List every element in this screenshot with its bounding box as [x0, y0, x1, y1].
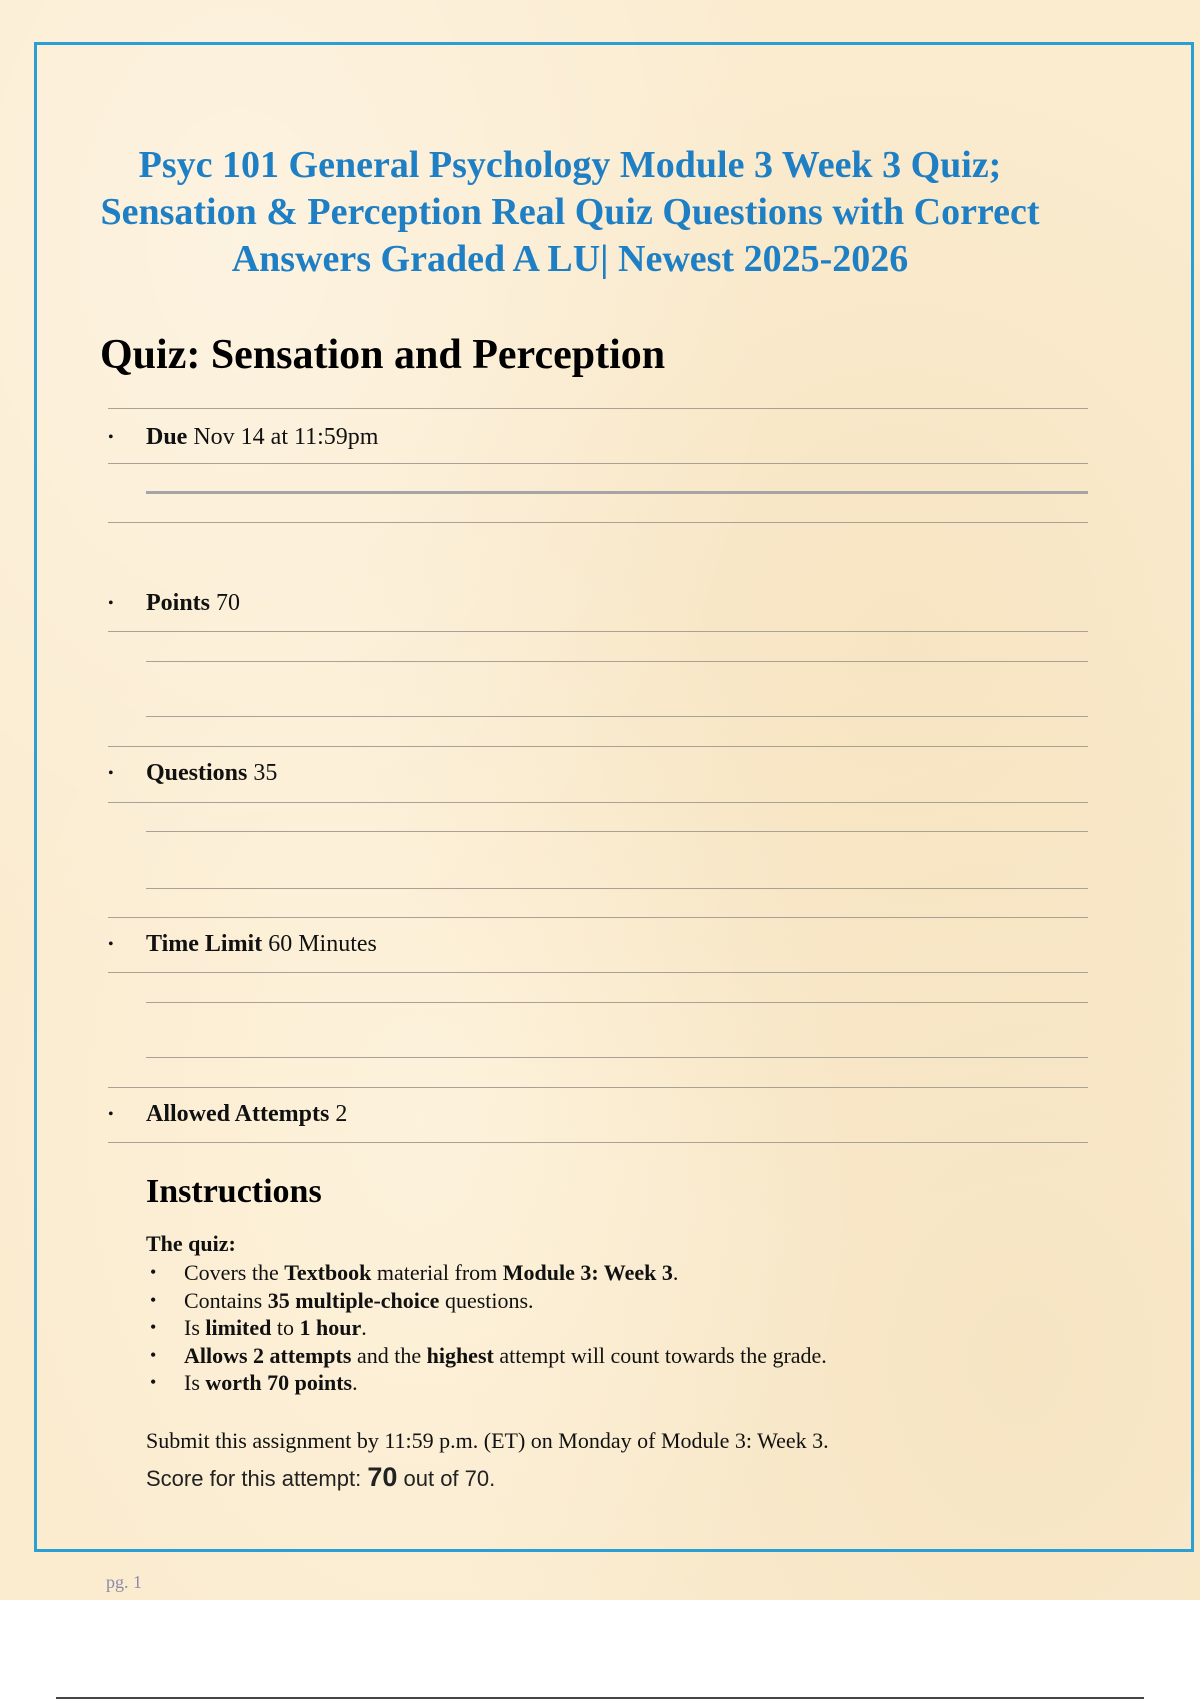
divider	[146, 491, 1088, 494]
instructions-heading: Instructions	[146, 1173, 322, 1210]
divider	[146, 1057, 1088, 1058]
list-item: • Is worth 70 points.	[146, 1369, 827, 1397]
divider	[108, 917, 1088, 918]
detail-questions	[108, 758, 277, 789]
score-line	[146, 1462, 495, 1494]
detail-value: 60 Minutes	[268, 931, 377, 957]
divider	[146, 661, 1088, 662]
detail-time-limit	[108, 929, 377, 960]
divider	[108, 631, 1088, 632]
bullet-icon: •	[108, 936, 114, 954]
list-item: • Allows 2 attempts and the highest attempt will count towards the grade.	[146, 1342, 827, 1370]
list-item: • Covers the Textbook material from Module 3: Week 3.	[146, 1259, 827, 1287]
list-item: • Is limited to 1 hour.	[146, 1314, 827, 1342]
instructions-intro: The quiz:	[146, 1231, 236, 1256]
detail-value: Nov 14 at 11:59pm	[193, 424, 379, 450]
bullet-icon: •	[108, 1106, 114, 1124]
divider	[146, 716, 1088, 717]
page-number: pg. 1	[106, 1572, 142, 1592]
detail-label: Time Limit	[146, 931, 263, 957]
quiz-heading: Quiz: Sensation and Perception	[100, 332, 666, 378]
score-prefix: Score for this attempt:	[146, 1466, 362, 1491]
instructions-list	[146, 1259, 827, 1397]
page-bottom-divider	[56, 1697, 1144, 1699]
divider	[108, 522, 1088, 523]
bullet-icon: •	[108, 429, 114, 447]
divider	[108, 1087, 1088, 1088]
list-item: • Contains 35 multiple-choice questions.	[146, 1287, 827, 1315]
divider	[146, 1002, 1088, 1003]
detail-label: Questions	[146, 760, 248, 786]
submit-note: Submit this assignment by 11:59 p.m. (ET) on Monday of Module 3: Week 3.	[146, 1428, 829, 1453]
document-title: Psyc 101 General Psychology Module 3 Week 3 Quiz; Sensation & Perception Real Quiz Questions with Correct Answers Graded A LU| Newest 2025-2026	[100, 144, 1040, 280]
divider	[108, 972, 1088, 973]
detail-value: 70	[216, 590, 241, 616]
detail-points	[108, 588, 240, 619]
detail-allowed-attempts	[108, 1099, 347, 1130]
detail-label: Points	[146, 590, 211, 616]
detail-label: Allowed Attempts	[146, 1101, 330, 1127]
bullet-icon: •	[108, 765, 114, 783]
divider	[108, 1142, 1088, 1143]
detail-value: 35	[253, 760, 278, 786]
detail-due	[108, 422, 378, 453]
divider	[146, 831, 1088, 832]
divider	[108, 746, 1088, 747]
divider	[108, 463, 1088, 464]
divider	[108, 802, 1088, 803]
divider	[108, 408, 1088, 409]
detail-value: 2	[335, 1101, 348, 1127]
divider	[146, 888, 1088, 889]
detail-label: Due	[146, 424, 188, 450]
score-value: 70	[367, 1462, 398, 1492]
bullet-icon: •	[108, 595, 114, 613]
score-suffix: out of 70.	[403, 1466, 496, 1491]
